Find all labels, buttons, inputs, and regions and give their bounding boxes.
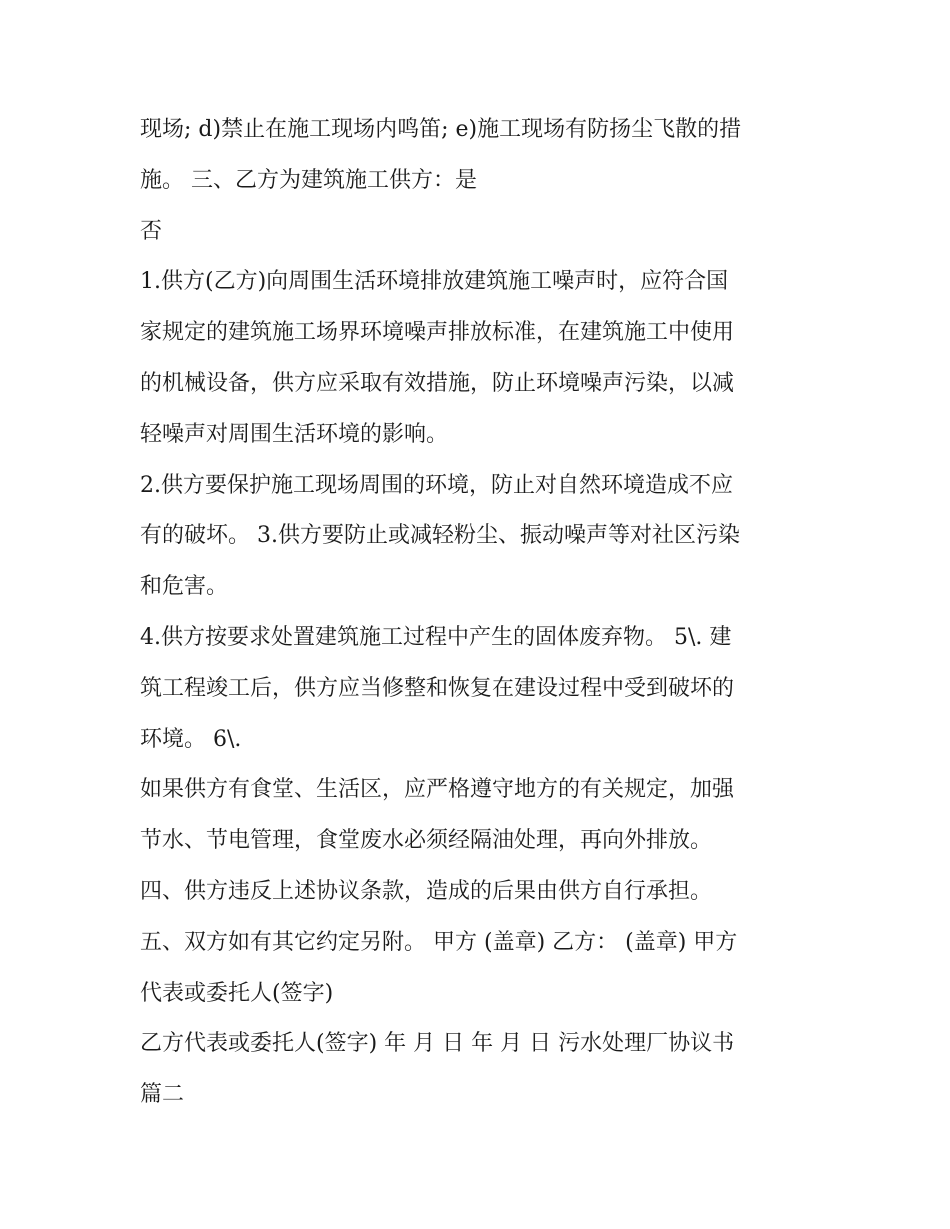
- text-line: 筑工程竣工后，供方应当修整和恢复在建设过程中受到破坏的: [140, 676, 735, 701]
- text-line: 家规定的建筑施工场界环境噪声排放标准，在建筑施工中使用: [140, 320, 735, 345]
- text-line: 4.供方按要求处置建筑施工过程中产生的固体废弃物。 5\. 建: [140, 625, 732, 650]
- text-line: 1.供方(乙方)向周围生活环境排放建筑施工噪声时，应符合国: [140, 269, 729, 294]
- text-line: 否: [140, 219, 163, 244]
- text-line: 和危害。: [140, 574, 229, 599]
- text-line: 环境。 6\.: [140, 727, 242, 752]
- text-line: 代表或委托人(签字): [140, 981, 334, 1006]
- text-line: 如果供方有食堂、生活区，应严格遵守地方的有关规定，加强: [140, 777, 735, 802]
- text-line: 的机械设备，供方应采取有效措施，防止环境噪声污染，以减: [140, 371, 735, 396]
- text-line: 乙方代表或委托人(签字) 年 月 日 年 月 日 污水处理厂协议书: [140, 1031, 735, 1056]
- text-line: 施。 三、乙方为建筑施工供方：是: [140, 168, 477, 193]
- text-line: 有的破坏。 3.供方要防止或减轻粉尘、振动噪声等对社区污染: [140, 523, 740, 548]
- text-line: 现场; d)禁止在施工现场内鸣笛; e)施工现场有防扬尘飞散的措: [140, 117, 742, 142]
- text-line: 篇二: [140, 1082, 185, 1107]
- text-line: 2.供方要保护施工现场周围的环境，防止对自然环境造成不应: [140, 473, 733, 498]
- text-line: 五、双方如有其它约定另附。 甲方 (盖章) 乙方： (盖章) 甲方: [140, 930, 738, 955]
- text-line: 轻噪声对周围生活环境的影响。: [140, 422, 449, 447]
- text-line: 节水、节电管理，食堂废水必须经隔油处理，再向外排放。: [140, 828, 713, 853]
- text-line: 四、供方违反上述协议条款，造成的后果由供方自行承担。: [140, 879, 713, 904]
